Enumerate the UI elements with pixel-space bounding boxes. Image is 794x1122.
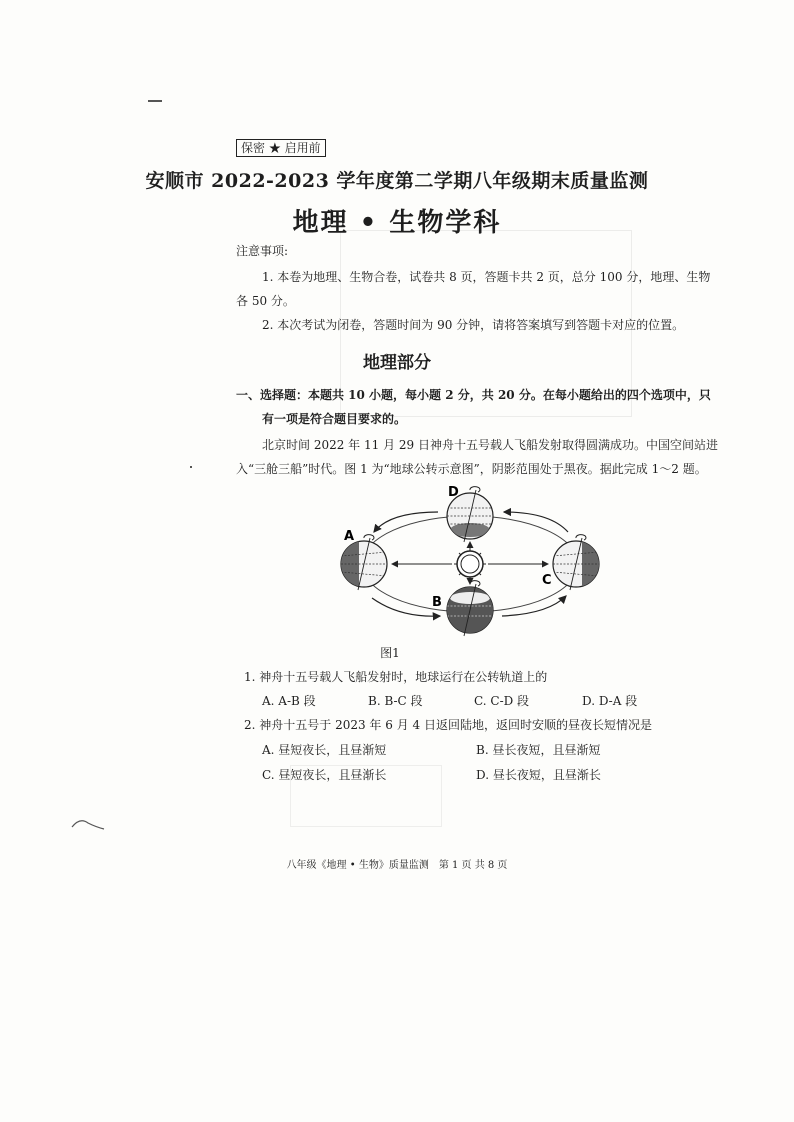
answer-option[interactable]: B. 昼长夜短，且昼渐短 bbox=[476, 743, 601, 757]
earth-globe-icon bbox=[447, 584, 493, 636]
confidential-stamp: 保密 ★ 启用前 bbox=[236, 139, 326, 157]
answer-option[interactable]: A. A-B 段 bbox=[262, 694, 316, 708]
answer-option[interactable]: C. C-D 段 bbox=[474, 694, 530, 708]
position-label: D bbox=[448, 485, 459, 500]
orbit-arrow bbox=[502, 596, 566, 616]
note-item: 1. 本卷为地理、生物合卷，试卷共 8 页，答题卡共 2 页，总分 100 分，地理、生物 bbox=[262, 270, 711, 284]
answer-option[interactable]: A. 昼短夜长，且昼渐短 bbox=[262, 743, 387, 757]
earth-globe-icon bbox=[553, 538, 600, 590]
scan-speck bbox=[148, 100, 162, 102]
orbit-arrow bbox=[372, 598, 440, 616]
orbit-arrow bbox=[374, 512, 438, 532]
position-label: A bbox=[344, 529, 355, 544]
section-title: 地理部分 bbox=[363, 353, 431, 373]
question-stem: 2. 神舟十五号于 2023 年 6 月 4 日返回陆地，返回时安顺的昼夜长短情况是 bbox=[244, 718, 652, 732]
earth-revolution-diagram bbox=[320, 482, 620, 642]
page-footer: 八年级《地理 • 生物》质量监测 第 1 页 共 8 页 bbox=[286, 860, 508, 871]
answer-option[interactable]: C. 昼短夜长，且昼渐长 bbox=[262, 768, 387, 782]
question-stem: 1. 神舟十五号载人飞船发射时，地球运行在公转轨道上的 bbox=[244, 670, 548, 684]
notes-heading: 注意事项: bbox=[236, 244, 289, 258]
earth-globe-icon bbox=[341, 538, 387, 590]
answer-option[interactable]: D. D-A 段 bbox=[582, 694, 638, 708]
part-instruction: 一、选择题：本题共 10 小题，每小题 2 分，共 20 分。在每小题给出的四个选项中，只 bbox=[236, 388, 711, 402]
position-label: C bbox=[542, 573, 552, 588]
orbit-arrow bbox=[504, 512, 568, 532]
passage-text: 入“三舱三船”时代。图 1 为“地球公转示意图”，阴影范围处于黑夜。据此完成 1～2 题。 bbox=[236, 462, 707, 476]
exam-title: 安顺市 2022-2023 学年度第二学期八年级期末质量监测 bbox=[145, 170, 649, 192]
scan-mark bbox=[70, 815, 110, 835]
subject-title: 地理 • 生物学科 bbox=[292, 208, 502, 238]
bleed-through-text bbox=[450, 128, 461, 144]
part-instruction: 有一项是符合题目要求的。 bbox=[262, 412, 407, 426]
position-label: B bbox=[432, 595, 442, 610]
answer-option[interactable]: D. 昼长夜短，且昼渐长 bbox=[476, 768, 601, 782]
note-item: 2. 本次考试为闭卷，答题时间为 90 分钟，请将答案填写到答题卡对应的位置。 bbox=[262, 318, 685, 332]
passage-text: 北京时间 2022 年 11 月 29 日神舟十五号载人飞船发射取得圆满成功。中国空间站进 bbox=[262, 438, 718, 452]
answer-option[interactable]: B. B-C 段 bbox=[368, 694, 423, 708]
scan-speck bbox=[190, 466, 192, 468]
figure-caption: 图1 bbox=[380, 646, 400, 660]
note-item: 各 50 分。 bbox=[236, 294, 295, 308]
sun-icon bbox=[454, 548, 486, 580]
